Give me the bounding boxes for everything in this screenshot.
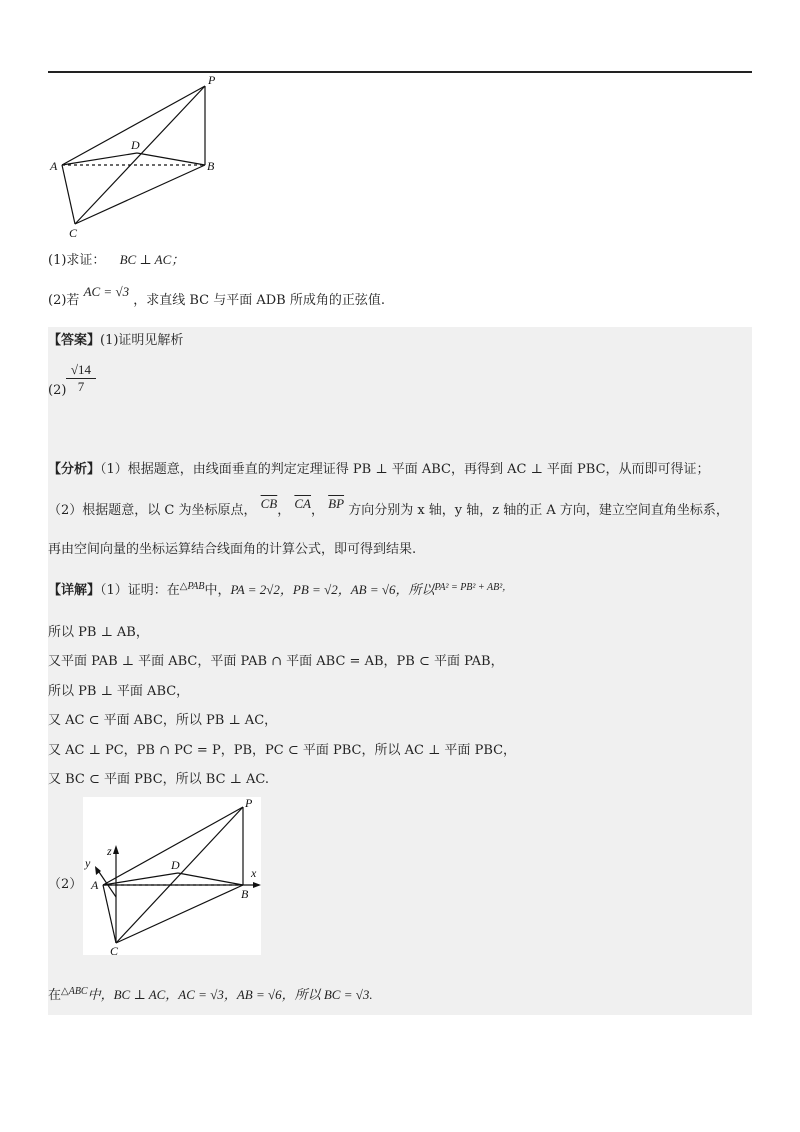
axis-label-x: x: [251, 866, 257, 880]
detail-tag: 【详解】: [48, 583, 101, 598]
label2-P: P: [245, 797, 253, 810]
analysis-text-2a: （2）根据题意，以 C 为坐标原点，: [48, 503, 257, 518]
q2-math: AC = √3: [83, 284, 130, 299]
detail-part2-label: （2）: [48, 877, 83, 892]
label2-C: C: [110, 944, 119, 958]
analysis-text-1: （1）根据题意，由线面垂直的判定定理证得 PB ⊥ 平面 ABC，再得到 AC ⊥ 平面 PBC，从而即可得证；: [100, 462, 710, 477]
detail-line-1: [48, 581, 512, 601]
answer-fraction: [66, 362, 96, 395]
q2-label: (2)若: [48, 293, 80, 308]
triangle-pab: △PAB: [179, 581, 205, 592]
analysis-tag: 【分析】: [48, 462, 101, 477]
label-D: D: [131, 138, 140, 152]
vector-cb: $\overline{CB}$: [260, 496, 278, 511]
geometry-figure-1: [48, 76, 228, 238]
axis-label-y: y: [85, 856, 91, 870]
answer-line-1: [48, 332, 183, 350]
detail-text-9b: 中，BC ⊥ AC，AC = √3，AB = √6，所以 BC = √3.: [87, 987, 373, 1002]
detail-line-3: 又平面 PAB ⊥ 平面 ABC，平面 PAB ∩ 平面 ABC = AB，PB ⊂ 平面 PAB，: [48, 654, 504, 669]
fraction-denominator: 7: [77, 379, 85, 394]
q1-label: (1)求证：: [48, 253, 106, 268]
detail-text-1a: （1）证明：在: [100, 583, 180, 598]
analysis-line-2: （2）根据题意，以 C 为坐标原点， $\overline{CB}$， $\overline{CA}$， $\overline{BP}$ 方向分别为 x 轴，y 轴，z 轴的正 A 方向，建立空间直角坐标系，: [48, 496, 729, 518]
question-1: [48, 251, 184, 270]
question-2: [48, 284, 386, 310]
vector-bp: $\overline{BP}$: [328, 496, 345, 511]
q1-math: BC ⊥ AC；: [119, 252, 185, 267]
label2-D: D: [171, 858, 180, 872]
detail-text-1b: 中，: [204, 583, 231, 598]
answer-tag: 【答案】: [48, 333, 101, 348]
detail-text-9a: 在: [48, 988, 62, 1003]
detail-text-1d: PA² = PB² + AB²，: [434, 582, 513, 593]
triangle-abc: △ABC: [61, 986, 88, 997]
label2-A: A: [91, 878, 99, 892]
q2-text: ，求直线 BC 与平面 ADB 所成角的正弦值.: [133, 293, 386, 308]
fraction-numerator: √14: [66, 362, 96, 379]
analysis-text-2b: 方向分别为 x 轴，y 轴，z 轴的正 A 方向，建立空间直角坐标系，: [348, 503, 729, 518]
label-A: A: [50, 159, 58, 173]
answer-part2-label: (2): [48, 383, 67, 398]
detail-line-7: 又 BC ⊂ 平面 PBC，所以 BC ⊥ AC.: [48, 772, 270, 787]
label-B: B: [207, 159, 215, 173]
label-C: C: [69, 226, 78, 238]
geometry-figure-2: [83, 797, 263, 959]
detail-line-9: [48, 986, 373, 1006]
detail-line-5: 又 AC ⊂ 平面 ABC，所以 PB ⊥ AC，: [48, 713, 278, 728]
label-P: P: [208, 76, 216, 87]
label2-B: B: [241, 887, 249, 901]
detail-line-6: 又 AC ⊥ PC，PB ∩ PC = P，PB，PC ⊂ 平面 PBC，所以 AC ⊥ 平面 PBC，: [48, 743, 517, 758]
detail-text-1c: PA = 2√2，PB = √2，AB = √6，所以: [230, 582, 435, 597]
vector-ca: $\overline{CA}$: [294, 496, 312, 511]
analysis-line-1: [48, 461, 710, 479]
axis-label-z: z: [107, 844, 112, 858]
detail-line-2: 所以 PB ⊥ AB，: [48, 625, 149, 640]
top-rule: [48, 71, 752, 73]
answer-part1: (1)证明见解析: [100, 333, 184, 348]
detail-line-4: 所以 PB ⊥ 平面 ABC，: [48, 684, 190, 699]
analysis-line-3: 再由空间向量的坐标运算结合线面角的计算公式，即可得到结果.: [48, 542, 417, 557]
